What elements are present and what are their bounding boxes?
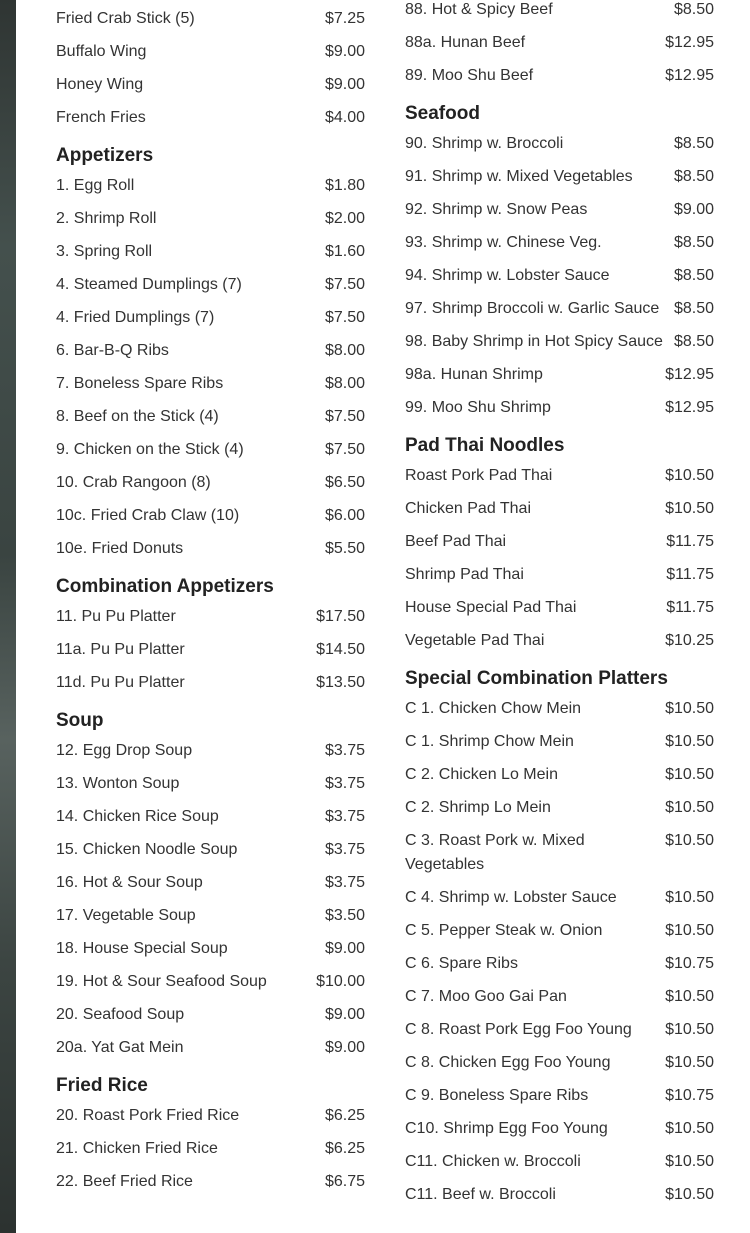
menu-item xyxy=(405,264,714,288)
menu-item-name: 9. Chicken on the Stick (4) xyxy=(56,441,244,458)
menu-item xyxy=(56,240,365,264)
menu-item-price: $9.00 xyxy=(324,940,365,957)
menu-item-name: 21. Chicken Fried Rice xyxy=(56,1140,218,1157)
menu-item-name: C 8. Chicken Egg Foo Young xyxy=(405,1054,611,1071)
menu-item-name: 10. Crab Rangoon (8) xyxy=(56,474,211,491)
menu-item xyxy=(405,497,714,521)
menu-item-price: $10.50 xyxy=(665,467,714,484)
menu-item-price: $11.75 xyxy=(666,533,714,550)
menu-item-name: 13. Wonton Soup xyxy=(56,775,180,792)
menu-item-price: $2.00 xyxy=(324,210,365,227)
menu-item-price: $3.50 xyxy=(324,907,365,924)
menu-item-name: 20. Seafood Soup xyxy=(56,1006,185,1023)
menu-item xyxy=(56,605,365,629)
menu-item xyxy=(405,796,714,820)
menu-item-name: 19. Hot & Sour Seafood Soup xyxy=(56,973,267,990)
menu-item xyxy=(405,1051,714,1075)
menu-item-name: 90. Shrimp w. Broccoli xyxy=(405,135,564,152)
menu-item-name: 94. Shrimp w. Lobster Sauce xyxy=(405,267,610,284)
menu-item-price: $6.00 xyxy=(324,507,365,524)
menu-item-name: 3. Spring Roll xyxy=(56,243,153,260)
menu-section-continued xyxy=(56,7,365,130)
menu-item-name: 89. Moo Shu Beef xyxy=(405,67,534,84)
menu-item-price: $1.80 xyxy=(324,177,365,194)
menu-item-price: $10.50 xyxy=(665,889,714,906)
menu-item-name: C 1. Chicken Chow Mein xyxy=(405,700,582,717)
menu-item xyxy=(405,198,714,222)
menu-item xyxy=(56,7,365,31)
menu-item xyxy=(405,165,714,189)
menu-item-name: 11d. Pu Pu Platter xyxy=(56,674,185,691)
menu-item-name: 10c. Fried Crab Claw (10) xyxy=(56,507,240,524)
menu-item-name: Beef Pad Thai xyxy=(405,533,507,550)
menu-item xyxy=(405,363,714,387)
menu-item-name: 2. Shrimp Roll xyxy=(56,210,157,227)
menu-item xyxy=(405,132,714,156)
menu-item-price: $6.25 xyxy=(324,1107,365,1124)
menu-item-price: $10.50 xyxy=(665,832,714,849)
menu-item-price: $12.95 xyxy=(665,399,714,416)
menu-item-name: 98a. Hunan Shrimp xyxy=(405,366,543,383)
menu-item-price: $8.50 xyxy=(673,267,714,284)
menu-item-name: 16. Hot & Sour Soup xyxy=(56,874,203,891)
menu-item xyxy=(405,1084,714,1108)
menu-item-price: $10.50 xyxy=(665,500,714,517)
section-heading: Combination Appetizers xyxy=(56,576,274,597)
menu-section-pad-thai-noodles xyxy=(405,434,714,653)
menu-item-price: $8.50 xyxy=(673,300,714,317)
menu-item-name: C10. Shrimp Egg Foo Young xyxy=(405,1120,608,1137)
menu-item-price: $5.50 xyxy=(324,540,365,557)
section-heading: Special Combination Platters xyxy=(405,668,668,689)
menu-item-name: House Special Pad Thai xyxy=(405,599,577,616)
menu-item-price: $17.50 xyxy=(316,608,365,625)
menu-item-name: C 7. Moo Goo Gai Pan xyxy=(405,988,567,1005)
section-heading: Appetizers xyxy=(56,145,154,166)
menu-item-name: Buffalo Wing xyxy=(56,43,147,60)
menu-item-price: $8.50 xyxy=(673,1,714,18)
background-photo-strip xyxy=(0,0,16,1233)
section-heading: Fried Rice xyxy=(56,1075,148,1096)
menu-item xyxy=(56,306,365,330)
menu-item-name: 6. Bar-B-Q Ribs xyxy=(56,342,169,359)
menu-item-price: $9.00 xyxy=(324,43,365,60)
menu-item-name: C 2. Shrimp Lo Mein xyxy=(405,799,551,816)
menu-item xyxy=(56,871,365,895)
menu-item-price: $3.75 xyxy=(324,742,365,759)
menu-item xyxy=(405,530,714,554)
menu-item xyxy=(56,838,365,862)
menu-item xyxy=(56,772,365,796)
menu-item-name: 15. Chicken Noodle Soup xyxy=(56,841,238,858)
menu-item-name: 91. Shrimp w. Mixed Vegetables xyxy=(405,168,633,185)
menu-item-price: $10.50 xyxy=(665,1120,714,1137)
menu-item xyxy=(405,596,714,620)
menu-item-price: $10.00 xyxy=(316,973,365,990)
menu-item-price: $7.50 xyxy=(324,309,365,326)
menu-item xyxy=(405,952,714,976)
menu-item-price: $10.25 xyxy=(665,632,714,649)
menu-item xyxy=(56,1104,365,1128)
menu-item xyxy=(405,829,714,877)
menu-item xyxy=(405,886,714,910)
menu-item-price: $8.50 xyxy=(673,234,714,251)
menu-item xyxy=(56,106,365,130)
menu-item-name: C 8. Roast Pork Egg Foo Young xyxy=(405,1021,632,1038)
menu-item xyxy=(56,937,365,961)
menu-item-price: $12.95 xyxy=(665,67,714,84)
menu-item-price: $6.25 xyxy=(324,1140,365,1157)
menu-item-name: Roast Pork Pad Thai xyxy=(405,467,553,484)
menu-item-name: 7. Boneless Spare Ribs xyxy=(56,375,224,392)
menu-item-name: 11a. Pu Pu Platter xyxy=(56,641,185,658)
menu-item xyxy=(56,1003,365,1027)
menu-item xyxy=(56,805,365,829)
section-heading: Seafood xyxy=(405,103,480,124)
menu-item-name: 10e. Fried Donuts xyxy=(56,540,184,557)
menu-item-price: $11.75 xyxy=(666,599,714,616)
menu-item xyxy=(56,638,365,662)
menu-item xyxy=(56,405,365,429)
menu-item xyxy=(56,174,365,198)
menu-item-price: $8.50 xyxy=(673,168,714,185)
menu-item-price: $14.50 xyxy=(316,641,365,658)
menu-item-price: $11.75 xyxy=(666,566,714,583)
menu-item xyxy=(405,64,714,88)
menu-item xyxy=(56,273,365,297)
menu-item xyxy=(405,629,714,653)
menu-item-price: $8.50 xyxy=(673,333,714,350)
menu-item-price: $7.25 xyxy=(324,10,365,27)
menu-item xyxy=(56,504,365,528)
menu-item xyxy=(56,40,365,64)
menu-item xyxy=(56,739,365,763)
menu-item xyxy=(56,1170,365,1194)
menu-item xyxy=(56,904,365,928)
menu-item-price: $1.60 xyxy=(324,243,365,260)
menu-item-name: 93. Shrimp w. Chinese Veg. xyxy=(405,234,602,251)
menu-item xyxy=(56,438,365,462)
menu-item xyxy=(56,207,365,231)
menu-item-price: $10.50 xyxy=(665,1021,714,1038)
menu-item-price: $13.50 xyxy=(316,674,365,691)
menu-item-price: $9.00 xyxy=(324,1006,365,1023)
menu-item-price: $8.00 xyxy=(324,375,365,392)
section-heading: Soup xyxy=(56,710,104,731)
menu-item-price: $3.75 xyxy=(324,841,365,858)
menu-item-price: $10.50 xyxy=(665,733,714,750)
menu-item-price: $10.50 xyxy=(665,700,714,717)
menu-item xyxy=(405,919,714,943)
menu-item-name: 4. Steamed Dumplings (7) xyxy=(56,276,242,293)
menu-item-name: 97. Shrimp Broccoli w. Garlic Sauce xyxy=(405,300,660,317)
menu-item-price: $12.95 xyxy=(665,366,714,383)
menu-item-name: C 2. Chicken Lo Mein xyxy=(405,766,558,783)
menu-item xyxy=(56,1137,365,1161)
menu-item-price: $6.50 xyxy=(324,474,365,491)
menu-item xyxy=(405,697,714,721)
menu-item-name: 92. Shrimp w. Snow Peas xyxy=(405,201,588,218)
menu-item-price: $3.75 xyxy=(324,874,365,891)
menu-item-name: 8. Beef on the Stick (4) xyxy=(56,408,219,425)
menu-item-name: 17. Vegetable Soup xyxy=(56,907,196,924)
menu-item xyxy=(405,1150,714,1174)
menu-item-price: $3.75 xyxy=(324,775,365,792)
menu-item-name: Shrimp Pad Thai xyxy=(405,566,524,583)
section-heading: Pad Thai Noodles xyxy=(405,435,565,456)
menu-item-name: 1. Egg Roll xyxy=(56,177,135,194)
menu-item xyxy=(56,339,365,363)
menu-item-name: French Fries xyxy=(56,109,146,126)
menu-item-price: $10.50 xyxy=(665,922,714,939)
menu-item-price: $7.50 xyxy=(324,441,365,458)
menu-item-name: 18. House Special Soup xyxy=(56,940,228,957)
menu-item-name: 88a. Hunan Beef xyxy=(405,34,526,51)
menu-item xyxy=(405,985,714,1009)
menu-item-name: C 9. Boneless Spare Ribs xyxy=(405,1087,589,1104)
menu-item xyxy=(56,671,365,695)
menu-item-name: C11. Chicken w. Broccoli xyxy=(405,1153,581,1170)
menu-item-price: $8.50 xyxy=(673,135,714,152)
menu-section-special-combination-platters xyxy=(405,667,714,1207)
menu-item-price: $10.75 xyxy=(665,1087,714,1104)
menu-item-name: Vegetable Pad Thai xyxy=(405,632,545,649)
menu-item-name: 20. Roast Pork Fried Rice xyxy=(56,1107,240,1124)
menu-section-fried-rice xyxy=(56,1074,365,1194)
menu-item-price: $10.75 xyxy=(665,955,714,972)
menu-column-right xyxy=(405,0,714,1216)
menu-item-name: C 1. Shrimp Chow Mein xyxy=(405,733,574,750)
menu-item-price: $9.00 xyxy=(673,201,714,218)
menu-item-name: C11. Beef w. Broccoli xyxy=(405,1186,556,1203)
menu-item xyxy=(405,231,714,255)
menu-item xyxy=(56,73,365,97)
menu-item xyxy=(56,471,365,495)
menu-item-price: $7.50 xyxy=(324,408,365,425)
menu-item-name: 20a. Yat Gat Mein xyxy=(56,1039,184,1056)
menu-section-continued xyxy=(405,0,714,88)
menu-item-price: $10.50 xyxy=(665,766,714,783)
menu-item-name: 99. Moo Shu Shrimp xyxy=(405,399,551,416)
menu-item-name: Honey Wing xyxy=(56,76,144,93)
menu-column-left xyxy=(56,7,365,1203)
menu-item-name: Chicken Pad Thai xyxy=(405,500,531,517)
menu-item xyxy=(405,1117,714,1141)
menu-item-name: 14. Chicken Rice Soup xyxy=(56,808,219,825)
menu-item xyxy=(405,396,714,420)
menu-item-price: $10.50 xyxy=(665,1153,714,1170)
menu-item xyxy=(405,563,714,587)
menu-item-name: 22. Beef Fried Rice xyxy=(56,1173,193,1190)
menu-item-price: $6.75 xyxy=(324,1173,365,1190)
menu-item-name: 12. Egg Drop Soup xyxy=(56,742,193,759)
menu-item-price: $8.00 xyxy=(324,342,365,359)
menu-item-price: $10.50 xyxy=(665,1186,714,1203)
menu-section-seafood xyxy=(405,102,714,420)
menu-item xyxy=(405,31,714,55)
menu-item-name: 4. Fried Dumplings (7) xyxy=(56,309,215,326)
menu-item-price: $4.00 xyxy=(324,109,365,126)
menu-item xyxy=(405,0,714,22)
menu-item xyxy=(56,537,365,561)
menu-item xyxy=(405,1018,714,1042)
menu-item-price: $10.50 xyxy=(665,799,714,816)
menu-item xyxy=(405,464,714,488)
menu-section-combination-appetizers xyxy=(56,575,365,695)
menu-item xyxy=(56,372,365,396)
menu-item-price: $10.50 xyxy=(665,1054,714,1071)
menu-item-name: 98. Baby Shrimp in Hot Spicy Sauce xyxy=(405,333,663,350)
menu-item-name: 11. Pu Pu Platter xyxy=(56,608,176,625)
menu-item-price: $10.50 xyxy=(665,988,714,1005)
menu-item xyxy=(405,1183,714,1207)
menu-item-price: $12.95 xyxy=(665,34,714,51)
menu-section-appetizers xyxy=(56,144,365,561)
menu-item-name: C 3. Roast Pork w. Mixed Vegetables xyxy=(405,832,585,873)
menu-item-name: C 5. Pepper Steak w. Onion xyxy=(405,922,603,939)
menu-item-price: $7.50 xyxy=(324,276,365,293)
menu-item-name: Fried Crab Stick (5) xyxy=(56,10,195,27)
menu-item xyxy=(405,330,714,354)
menu-item xyxy=(405,763,714,787)
menu-item xyxy=(56,970,365,994)
menu-item-name: 88. Hot & Spicy Beef xyxy=(405,1,553,18)
menu-item-name: C 6. Spare Ribs xyxy=(405,955,518,972)
menu-item xyxy=(56,1036,365,1060)
menu-item-name: C 4. Shrimp w. Lobster Sauce xyxy=(405,889,617,906)
menu-item xyxy=(405,730,714,754)
menu-item-price: $9.00 xyxy=(324,1039,365,1056)
menu-item xyxy=(405,297,714,321)
menu-section-soup xyxy=(56,709,365,1060)
menu-item-price: $3.75 xyxy=(324,808,365,825)
menu-item-price: $9.00 xyxy=(324,76,365,93)
